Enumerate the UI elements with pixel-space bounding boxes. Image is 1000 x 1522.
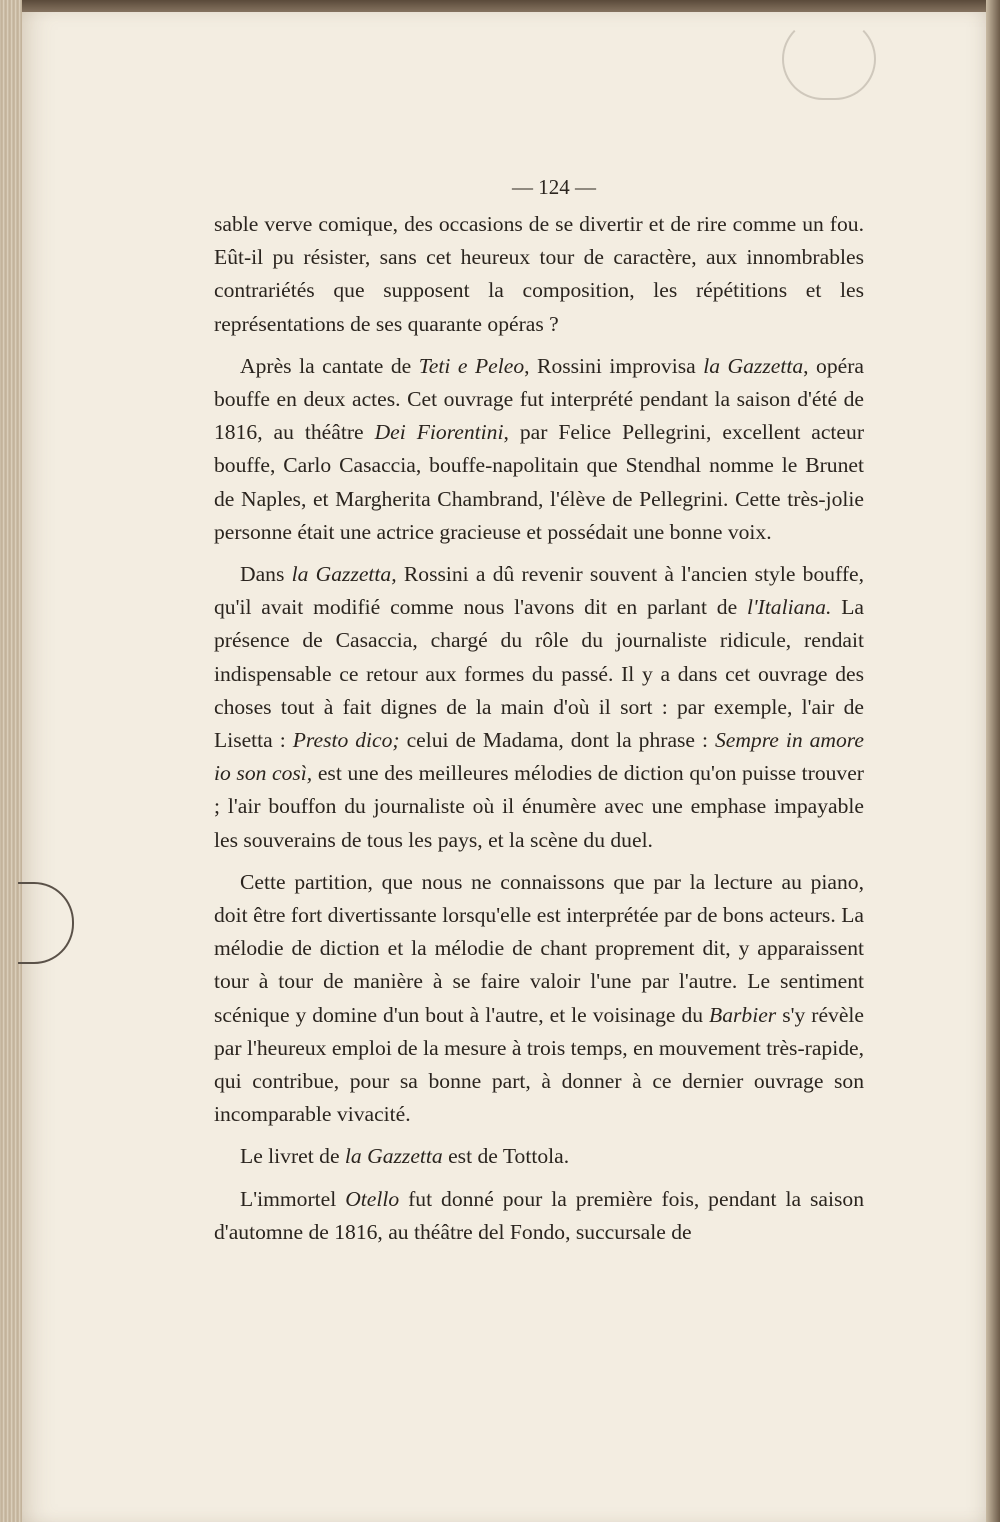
book-page-edges (0, 0, 22, 1522)
text-run: celui de Madama, dont la phrase : (399, 728, 715, 753)
text-run: sable verve comique, des occasions de se divertir et de rire comme un fou. Eût-il pu résister, sans cet heureux tour de caractère, aux innombrables contrariétés que supposent la composition, les répétitions et les représentations de ses quarante opéras ? (214, 212, 864, 336)
text-run: est de Tottola. (442, 1144, 570, 1169)
text-run: La présence de Casaccia, chargé du rôle du journaliste ridicule, rendait indispensable ce retour aux formes du passé. Il y a dans cet ouvrage des choses tout à fait dignes de la main d'où il sort : par exemple, l'air de Lisetta : (214, 595, 864, 753)
italic-title: Otello (345, 1186, 400, 1211)
text-run: s'y révèle par l'heureux emploi de la mesure à trois temps, en mouvement très-rapide, qui contribue, pour sa bonne part, à donner à ce dernier ouvrage son incomparable vivacité. (214, 1002, 864, 1127)
book-binding-edge (986, 0, 1000, 1522)
text-run: est une des meilleures mélodies de diction qu'on puisse trouver ; l'air bouffon du journaliste où il énumère avec une emphase impayable les souverains de tous les pays, et la scène du duel. (214, 761, 865, 852)
italic-title: la Gazzetta (344, 1144, 443, 1169)
paragraph (214, 1183, 864, 1249)
italic-title: Teti e Peleo (418, 353, 525, 378)
text-run: , par Felice Pellegrini, excellent acteur bouffe, Carlo Casaccia, bouffe-napolitain que Stendhal nomme le Brunet de Naples, et Margherita Chambrand, l'élève de Pellegrini. Cette très-jolie personne était une actrice gracieuse et possédait une bonne voix. (214, 420, 865, 544)
paragraph (214, 350, 864, 549)
italic-title: Barbier (709, 1002, 777, 1027)
text-run: Après la cantate de (240, 353, 419, 378)
text-run: L'immortel (240, 1186, 346, 1211)
italic-title: Presto dico; (292, 728, 400, 753)
italic-title: Sempre in amore io son così, (214, 728, 864, 786)
italic-title: la Gazzetta (703, 353, 804, 378)
text-run: , Rossini improvisa (524, 353, 704, 378)
text-run: , opéra bouffe en deux actes. Cet ouvrage fut interprété pendant la saison d'été de 1816, au théâtre (214, 353, 864, 445)
book-page (22, 12, 986, 1522)
text-run: Le livret de (240, 1144, 345, 1169)
text-run: fut donné pour la première fois, pendant la saison d'automne de 1816, au théâtre del Fondo, succursale de (214, 1186, 864, 1244)
paragraph (214, 208, 864, 341)
paragraph (214, 866, 864, 1132)
italic-title: l'Italiana. (746, 595, 832, 620)
italic-title: Dei Fiorentini (374, 420, 504, 445)
paperclip-icon (18, 882, 74, 964)
body-text (214, 208, 864, 1249)
text-run: Rossini a dû revenir souvent à l'ancien style bouffe, qu'il avait modifié comme nous l'avons dit en parlant de (214, 562, 865, 620)
paragraph (214, 1140, 864, 1173)
page-number: — 124 — (512, 175, 596, 199)
text-run: Dans (240, 562, 292, 587)
italic-title: la Gazzetta, (291, 562, 397, 587)
paragraph (214, 558, 864, 857)
text-run: Cette partition, que nous ne connaissons que par la lecture au piano, doit être fort divertissante lorsqu'elle est interprétée par de bons acteurs. La mélodie de diction et la mélodie de chant proprement dit, y apparaissent tour à tour de manière à se faire valoir l'une par l'autre. Le sentiment scénique y domine d'un bout à l'autre, et le voisinage du (214, 869, 864, 1027)
paperclip-icon (782, 18, 876, 100)
